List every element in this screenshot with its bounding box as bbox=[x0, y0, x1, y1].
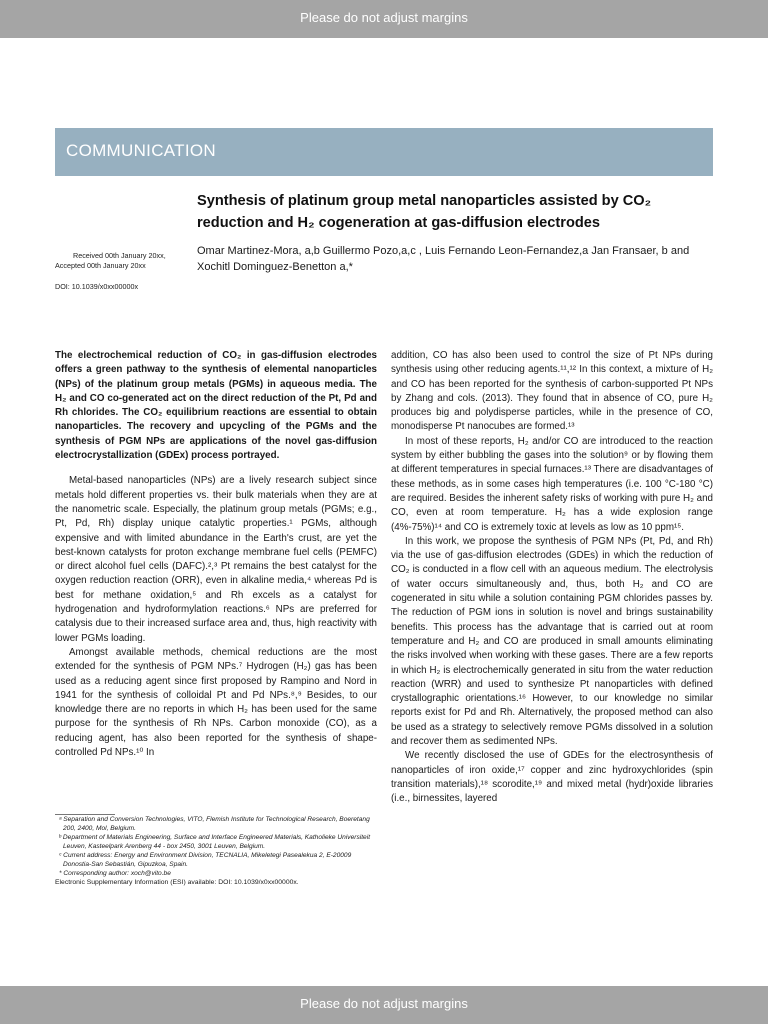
left-column bbox=[55, 349, 377, 760]
abstract: The electrochemical reduction of CO₂ in gas-diffusion electrodes offers a green pathway to the synthesis of elemental nanoparticles (NPs) of the platinum group metals (PGMs) in aqueous media. The H₂ and CO co-generated act on the direct reduction of the Pt, Pd and Rh chlorides. The CO₂ equilibrium reactions are essential to obtain nanoparticles. The recovery and upcycling of the PGMs and the synthesis of PGM NPs are applications of the novel gas-diffusion electrocrystallization (GDEx) process portrayed. bbox=[55, 350, 377, 462]
article-title: Synthesis of platinum group metal nanoparticles assisted by CO₂ reduction and H₂ cogeneration at gas-diffusion electrodes bbox=[197, 193, 652, 231]
section-banner bbox=[55, 128, 713, 176]
footnote-affiliation-a: ᵃ Separation and Conversion Technologies, VITO, Flemish Institute for Technological Research, Boeretang 200, 2400, Mol, Belgium. bbox=[59, 816, 370, 832]
section-label: COMMUNICATION bbox=[66, 141, 216, 160]
footnote-affiliation-b: ᵇ Department of Materials Engineering, Surface and Interface Engineered Materials, Katholieke Universiteit Leuven, Kasteelpark Arenberg 44 - box 2450, 3001 Leuven, Belgium. bbox=[59, 834, 371, 850]
margin-warning-footer: Please do not adjust margins bbox=[0, 986, 768, 1024]
footnotes bbox=[55, 814, 377, 887]
body-paragraph: Metal-based nanoparticles (NPs) are a lively research subject since metals hold different properties vs. their bulk materials when they are at the nanometric scale. Especially, the platinum group metals (PGMs; e.g., Pt, Pd, Rh) display unique catalytic properties.¹ PGMs, although expensive and with limited abundance in the Earth's crust, are yet the best-known catalysts for proton exchange membrane fuel cells (PEMFC) or direct alcohol fuel cells (DAFC).²,³ Pt remains the best catalyst for the oxygen reduction reaction (ORR), even in alkaline media,⁴ whereas Pd is best for methane oxidation,⁵ and Rh excels as a catalyst for hydrogenation and hydroformylation reactions.⁶ NPs are preferred for catalysis due to their increased surface area and, thus, high reactivity with lower PGMs loading. bbox=[55, 475, 377, 644]
margin-warning-header: Please do not adjust margins bbox=[0, 0, 768, 38]
footnote-affiliation-c: ᶜ Current address: Energy and Environment Division, TECNALIA, Mikeletegi Pasealekua 2, E-20009 Donostia-San Sebastián, Gipuzkoa, Spain. bbox=[59, 852, 352, 868]
accepted-date: Accepted 00th January 20xx bbox=[55, 261, 146, 270]
esi-note: Electronic Supplementary Information (ESI) available: DOI: 10.1039/x0xx00000x. bbox=[55, 879, 299, 886]
body-paragraph: We recently disclosed the use of GDEs for the electrosynthesis of nanoparticles of iron oxide,¹⁷ copper and zinc hydroxychlorides (spin transition materials),¹⁸ scorodite,¹⁹ and mixed metal (hydr)oxide libraries (i.e., birnessites, layered bbox=[391, 750, 713, 805]
received-date: Received 00th January 20xx, bbox=[73, 251, 166, 260]
author-list: Omar Martinez-Mora, a,b Guillermo Pozo,a,c , Luis Fernando Leon-Fernandez,a Jan Fransaer, b and Xochitl Dominguez-Benetton a,* bbox=[197, 245, 690, 273]
body-paragraph: Amongst available methods, chemical reductions are the most extended for the synthesis of PGM NPs.⁷ Hydrogen (H₂) gas has been used as a reducing agent since first proposed by Rampino and Nord in 1941 for the synthesis of colloidal Pt and Pd NPs.⁸,⁹ Besides, to our knowledge there are no reports in which H₂ has been used for the same purpose for the synthesis of Rh NPs. Carbon monoxide (CO), as a reducing agent, has also been reported for the synthesis of shape-controlled Pd NPs.¹⁰ In bbox=[55, 646, 377, 759]
body-paragraph: addition, CO has also been used to control the size of Pt NPs during synthesis using other reducing agents.¹¹,¹² In this context, a mixture of H₂ and CO has been reported for the synthesis of carbon-supported Pt NPs by Zhang and cols. (2013). They found that in absence of CO, pure H₂ produces big and polydisperse particles, while in the presence of CO, monodisperse Pt nanocubes are formed.¹³ bbox=[391, 350, 713, 433]
body-paragraph: In most of these reports, H₂ and/or CO are introduced to the reaction system by either bubbling the gases into the solution⁹ or by flowing them at different temperatures in special furnaces.¹³ There are disadvantages of these methods, as in some cases high temperatures (i.e. 100 °C-180 °C) are required. Besides the inherent safety risks of working with pure H₂ and CO, even at room temperature. H₂ has a wide explosion range (4%-75%)¹⁴ and CO is extremely toxic at levels as low as 10 ppm¹⁵. bbox=[391, 435, 713, 533]
doi: DOI: 10.1039/x0xx00000x bbox=[55, 282, 139, 291]
body-paragraph: In this work, we propose the synthesis of PGM NPs (Pt, Pd, and Rh) via the use of gas-diffusion electrodes (GDEs) in which the reduction of CO₂ is conducted in a flow cell with an aqueous medium. The electrolysis of water occurs simultaneously and, thus, both H₂ and CO are cogenerated in situ while a solution containing PGM chlorides passes by. The reduction of PGM ions in solution is novel and brings sustainability benefits. This process has the advantage that is carried out at room temperature and H₂ and CO are produced in small amounts eliminating the risks involved when working with these gases. There are a few reports in which H₂ is electrochemically generated in situ from the water reduction reaction (WRR) and used to synthesize Pt nanoparticles with defined crystallographic orientations.¹⁶ However, to our knowledge no similar reports exist for Pd and Rh. Alternatively, the proposed method can also be used as a strategy to selectively remove PGMs dissolved in a solution and recover them as sedimented NPs. bbox=[391, 535, 713, 748]
footnote-corresponding: * Corresponding author: xoch@vito.be bbox=[59, 870, 171, 877]
right-column bbox=[391, 349, 713, 807]
